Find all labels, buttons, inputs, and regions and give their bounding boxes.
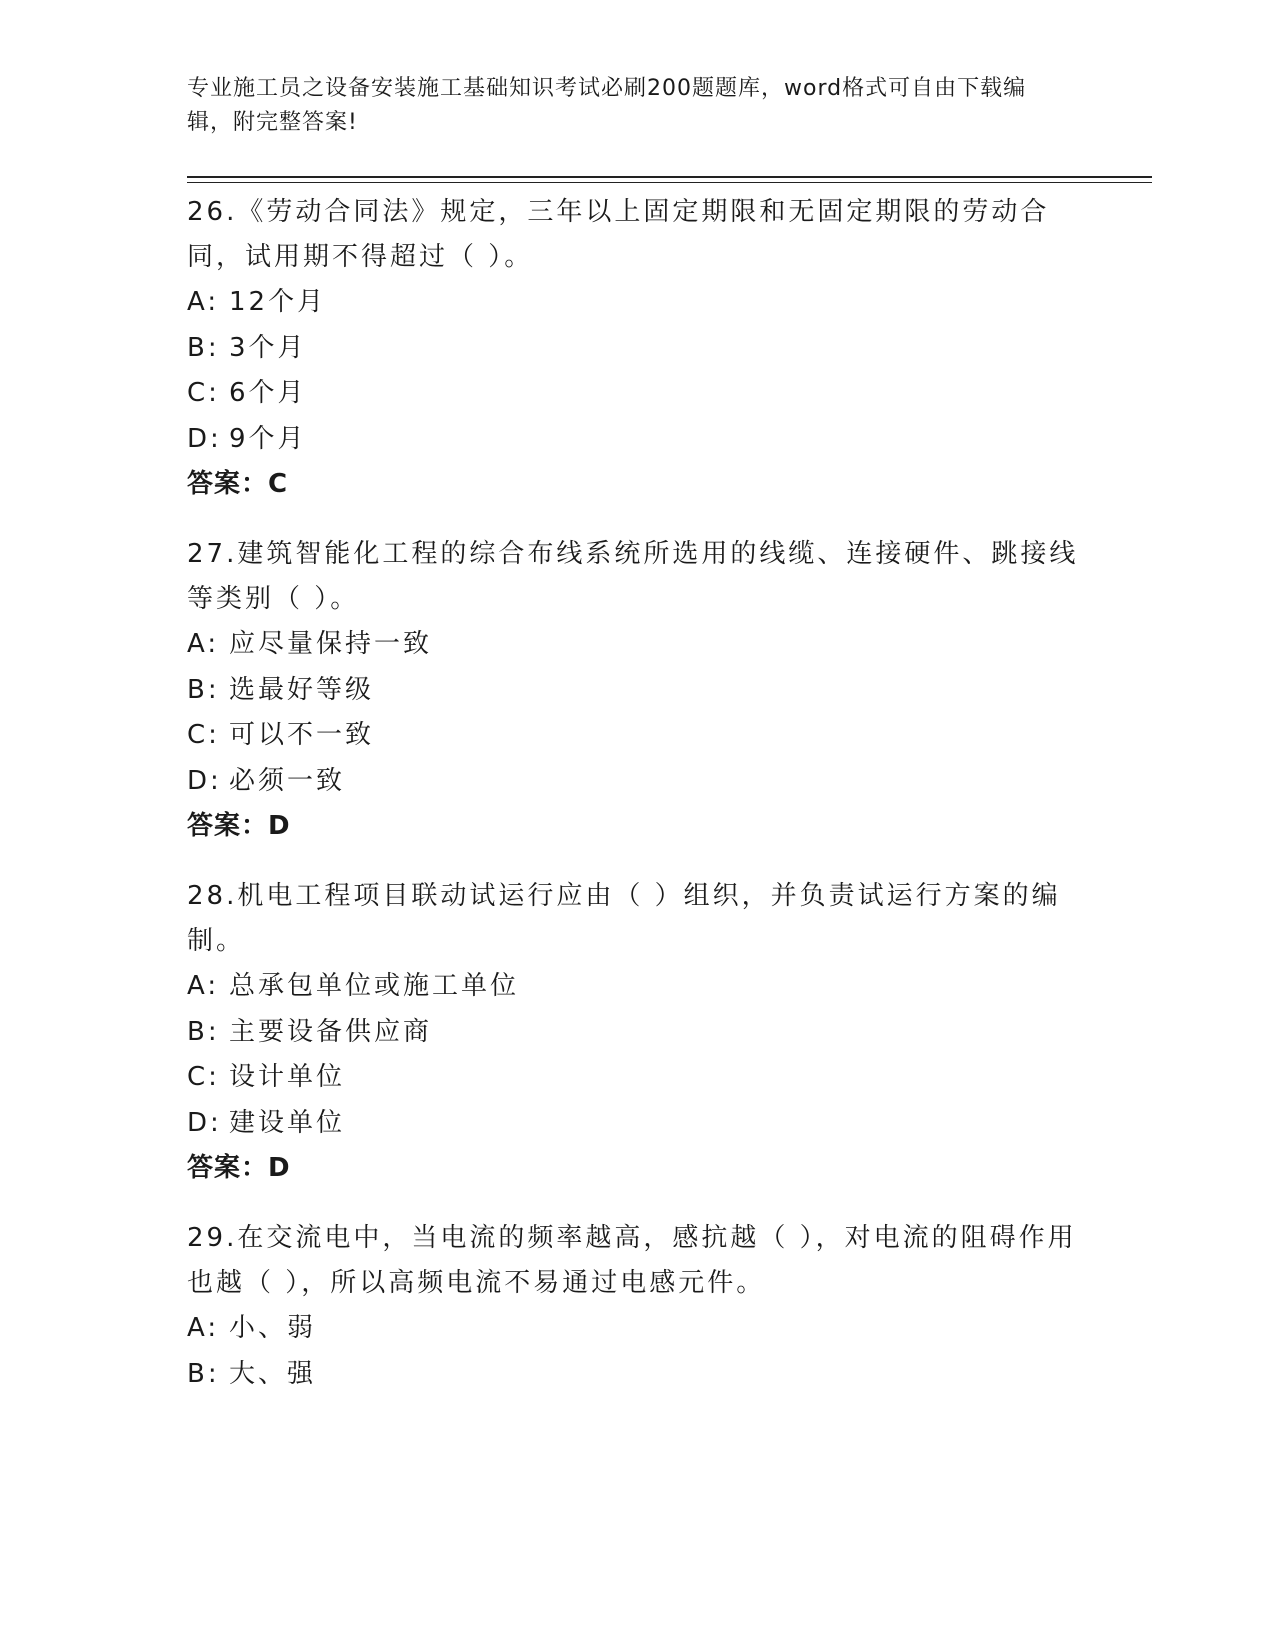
option-text: 必须一致 xyxy=(229,765,346,796)
question-number: 26. xyxy=(187,197,238,227)
answer-line: 答案：D xyxy=(187,1153,291,1183)
option-key: A: xyxy=(187,1313,220,1343)
option-key: B: xyxy=(187,1016,220,1047)
question-28 xyxy=(187,874,1087,1191)
option-c xyxy=(187,371,1087,417)
option-text: 总承包单位或施工单位 xyxy=(229,971,520,1001)
question-stem: 建筑智能化工程的综合布线系统所选用的线缆、连接硬件、跳接线等类别（ ）。 xyxy=(187,539,1079,614)
option-text: 大、强 xyxy=(229,1358,317,1389)
option-c xyxy=(187,713,1087,759)
question-stem: 在交流电中，当电流的频率越高，感抗越（ ），对电流的阻碍作用也越（ ），所以高频电流不易通过电感元件。 xyxy=(187,1223,1077,1298)
option-text: 可以不一致 xyxy=(229,720,375,750)
option-key: C: xyxy=(187,378,220,408)
question-number: 27. xyxy=(187,539,238,569)
option-key: D: xyxy=(187,1107,222,1138)
question-text xyxy=(187,532,1087,622)
option-text: 应尽量保持一致 xyxy=(229,629,433,659)
option-text: 9个月 xyxy=(229,423,307,454)
option-b xyxy=(187,1010,1087,1056)
option-key: B: xyxy=(187,332,220,363)
option-text: 建设单位 xyxy=(229,1107,346,1138)
option-key: A: xyxy=(187,287,220,317)
question-list xyxy=(187,190,1087,1422)
option-key: B: xyxy=(187,1358,220,1389)
header-rule-thin xyxy=(187,182,1152,183)
question-26 xyxy=(187,190,1087,507)
option-text: 3个月 xyxy=(229,332,307,363)
option-key: C: xyxy=(187,1062,220,1092)
option-d xyxy=(187,759,1087,805)
question-number: 29. xyxy=(187,1223,238,1253)
option-a xyxy=(187,1306,1087,1352)
option-key: A: xyxy=(187,971,220,1001)
question-number: 28. xyxy=(187,881,238,911)
option-b xyxy=(187,326,1087,372)
option-key: B: xyxy=(187,674,220,705)
option-text: 小、弱 xyxy=(229,1313,317,1343)
option-a xyxy=(187,964,1087,1010)
option-b xyxy=(187,668,1087,714)
option-key: D: xyxy=(187,423,222,454)
answer-line: 答案：C xyxy=(187,469,289,499)
question-29 xyxy=(187,1216,1087,1397)
option-key: C: xyxy=(187,720,220,750)
question-stem: 机电工程项目联动试运行应由（ ）组织，并负责试运行方案的编制。 xyxy=(187,881,1061,956)
question-text xyxy=(187,874,1087,964)
option-d xyxy=(187,417,1087,463)
option-d xyxy=(187,1101,1087,1147)
option-key: A: xyxy=(187,629,220,659)
header-rule-thick xyxy=(187,176,1152,178)
option-a xyxy=(187,622,1087,668)
answer-line: 答案：D xyxy=(187,811,291,841)
option-key: D: xyxy=(187,765,222,796)
question-text xyxy=(187,190,1087,280)
option-text: 主要设备供应商 xyxy=(229,1016,433,1047)
question-stem: 《劳动合同法》规定，三年以上固定期限和无固定期限的劳动合同，试用期不得超过（ ）。 xyxy=(187,197,1050,272)
question-text xyxy=(187,1216,1087,1306)
option-text: 12个月 xyxy=(229,287,327,317)
option-text: 设计单位 xyxy=(229,1062,346,1092)
option-text: 6个月 xyxy=(229,378,307,408)
option-text: 选最好等级 xyxy=(229,674,375,705)
document-header: 专业施工员之设备安装施工基础知识考试必刷200题题库，word格式可自由下载编辑，附完整答案! xyxy=(187,76,1027,135)
option-c xyxy=(187,1055,1087,1101)
question-27 xyxy=(187,532,1087,849)
option-a xyxy=(187,280,1087,326)
option-b xyxy=(187,1352,1087,1398)
